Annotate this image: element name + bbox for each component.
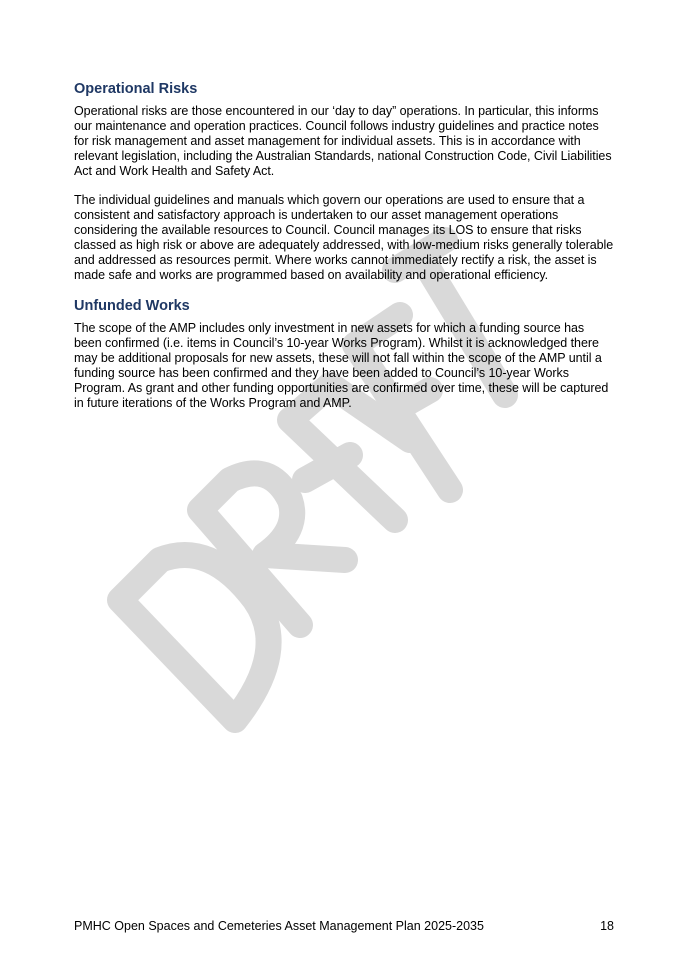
section-heading-unfunded-works: Unfunded Works bbox=[74, 298, 190, 314]
footer-page-number: 18 bbox=[600, 919, 614, 933]
section-heading-operational-risks: Operational Risks bbox=[74, 81, 198, 97]
page-footer bbox=[74, 919, 614, 934]
unfunded-works-section bbox=[74, 297, 614, 411]
footer-document-title: PMHC Open Spaces and Cemeteries Asset Management Plan 2025-2035 bbox=[74, 919, 484, 933]
page-content bbox=[74, 80, 614, 425]
paragraph: The individual guidelines and manuals which govern our operations are used to ensure that a consistent and satisfactory approach is undertaken to our asset management operations considering the available resources to Council. Council manages its LOS to ensure that risks classed as high risk or above are adequately addressed, with low-medium risks generally tolerable and addressed as resources permit. Where works cannot immediately rectify a risk, the asset is made safe and works are programmed based on availability and operational efficiency. bbox=[74, 193, 614, 282]
operational-risks-section bbox=[74, 80, 614, 283]
paragraph: The scope of the AMP includes only investment in new assets for which a funding source has been confirmed (i.e. items in Council’s 10-year Works Program). Whilst it is acknowledged there may be additional proposals for new assets, these will not fall within the scope of the AMP until a funding source has been confirmed and they have been added to Council’s 10-year Works Program. As grant and other funding opportunities are confirmed over time, these will be captured in future iterations of the Works Program and AMP. bbox=[74, 321, 609, 410]
paragraph: Operational risks are those encountered in our ‘day to day” operations. In particular, this informs our maintenance and operation practices. Council follows industry guidelines and practice notes for risk management and asset management for individual assets. This is in accordance with relevant legislation, including the Australian Standards, national Construction Code, Civil Liabilities Act and Work Health and Safety Act. bbox=[74, 104, 612, 178]
